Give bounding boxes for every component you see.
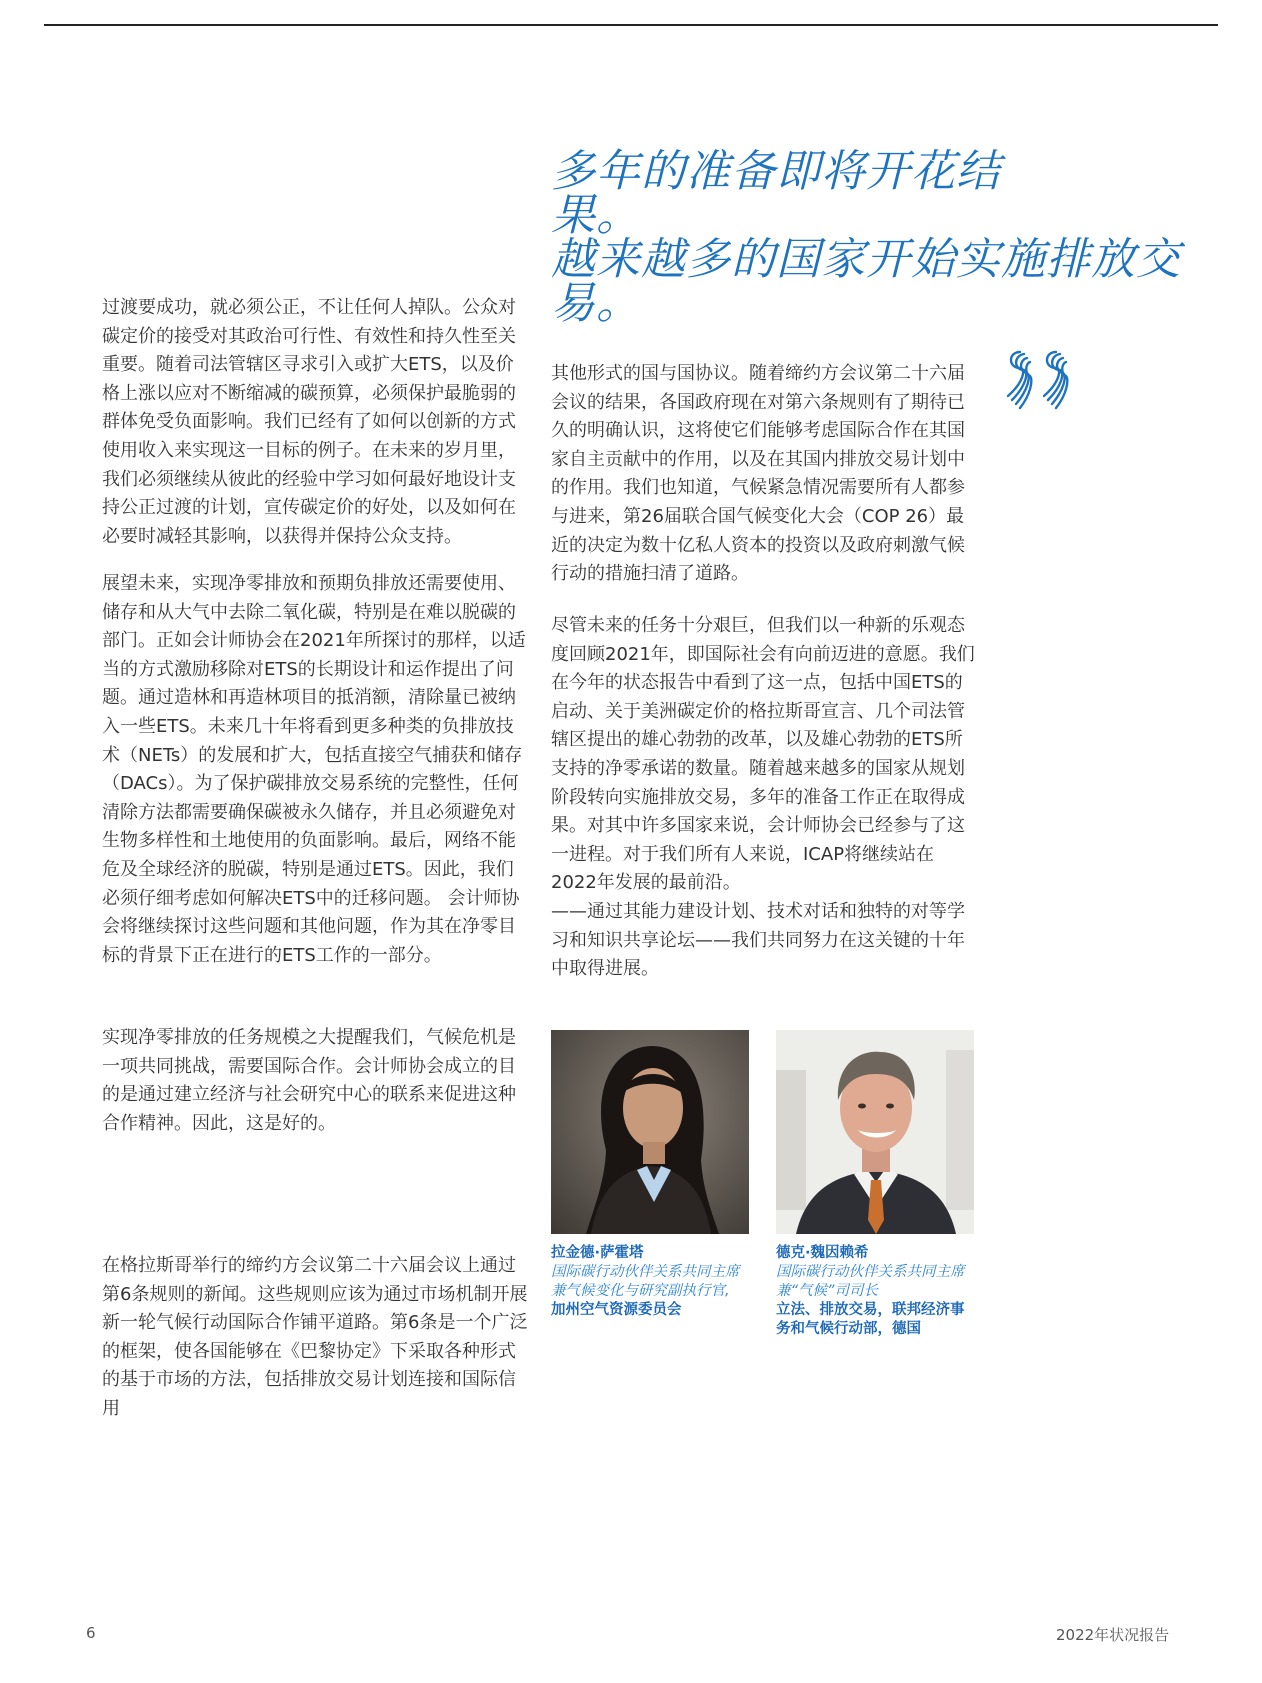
pull-quote: 多年的准备即将开花结 果。 越来越多的国家开始实施排放交 易。 bbox=[551, 146, 1181, 329]
caption-person-1 bbox=[551, 1244, 749, 1320]
quote-mark-icon bbox=[1000, 348, 1080, 416]
left-paragraph-2: 展望未来，实现净零排放和预期负排放还需要使用、储存和从大气中去除二氧化碳，特别是在难以脱碳的部门。正如会计师协会在2021年所探讨的那样，以适当的方式激励移除对ETS的长期设计和运作提出了问题。通过造林和再造林项目的抵消额，清除量已被纳入一些ETS。未来几十年将看到更多种类的负排放技术（NETs）的发展和扩大，包括直接空气捕获和储存（DACs）。为了保护碳排放交易系统的完整性，任何清除方法都需要确保碳被永久储存，并且必须避免对生物多样性和土地使用的负面影响。最后，网络不能危及全球经济的脱碳，特别是通过ETS。因此，我们必须仔细考虑如何解决ETS中的迁移问题。 会计师协会将继续探讨这些问题和其他问题，作为其在净零目标的背景下正在进行的ETS工作的一部分。 bbox=[102, 573, 526, 966]
portrait-photo-1 bbox=[551, 1030, 749, 1234]
person-organization: 立法、排放交易，联邦经济事务和气候行动部，德国 bbox=[776, 1302, 965, 1337]
left-paragraph-1: 过渡要成功，就必须公正，不让任何人掉队。公众对碳定价的接受对其政治可行性、有效性和持久性至关重要。随着司法管辖区寻求引入或扩大ETS，以及价格上涨以应对不断缩减的碳预算，必须保护最脆弱的群体免受负面影响。我们已经有了如何以创新的方式使用收入来实现这一目标的例子。在未来的岁月里，我们必须继续从彼此的经验中学习如何最好地设计支持公正过渡的计划，宣传碳定价的好处，以及如何在必要时减轻其影响，以获得并保持公众支持。 bbox=[102, 297, 516, 547]
left-paragraph-3: 实现净零排放的任务规模之大提醒我们，气候危机是一项共同挑战，需要国际合作。会计师协会成立的目的是通过建立经济与社会研究中心的联系来促进这种合作精神。因此，这是好的。 bbox=[102, 1027, 516, 1134]
report-title: 2022年状况报告 bbox=[1056, 1626, 1170, 1644]
person-role: 国际碳行动伙伴关系共同主席兼“气候”司司长 bbox=[776, 1264, 965, 1299]
left-paragraph-4: 在格拉斯哥举行的缔约方会议第二十六届会议上通过第6条规则的新闻。这些规则应该为通过市场机制开展新一轮气候行动国际合作铺平道路。第6条是一个广泛的框架，使各国能够在《巴黎协定》下采取各种形式的基于市场的方法，包括排放交易计划连接和国际信用 bbox=[102, 1255, 528, 1419]
portrait-photo-2-graphic bbox=[776, 1030, 974, 1234]
person-name: 拉金德·萨霍塔 bbox=[551, 1245, 644, 1261]
header-rule bbox=[44, 24, 1218, 26]
caption-person-2 bbox=[776, 1244, 976, 1339]
person-organization: 加州空气资源委员会 bbox=[551, 1302, 682, 1318]
right-paragraph-1: 其他形式的国与国协议。随着缔约方会议第二十六届会议的结果，各国政府现在对第六条规则有了期待已久的明确认识，这将使它们能够考虑国际合作在其国家自主贡献中的作用，以及在其国内排放交易计划中的作用。我们也知道，气候紧急情况需要所有人都参与进来，第26届联合国气候变化大会（COP 26）最近的决定为数十亿私人资本的投资以及政府刺激气候行动的措施扫清了道路。 bbox=[551, 363, 965, 585]
portrait-photo-1-graphic bbox=[551, 1030, 749, 1234]
page-number: 6 bbox=[86, 1624, 96, 1642]
person-name: 德克·魏因赖希 bbox=[776, 1245, 869, 1261]
portrait-photo-2 bbox=[776, 1030, 974, 1234]
quote-mark-icon-graphic bbox=[1000, 348, 1080, 412]
right-paragraph-2: 尽管未来的任务十分艰巨，但我们以一种新的乐观态度回顾2021年，即国际社会有向前迈进的意愿。我们在今年的状态报告中看到了这一点，包括中国ETS的启动、关于美洲碳定价的格拉斯哥宣言、几个司法管辖区提出的雄心勃勃的改革，以及雄心勃勃的ETS所支持的净零承诺的数量。随着越来越多的国家从规划阶段转向实施排放交易，多年的准备工作正在取得成果。对其中许多国家来说，会计师协会已经参与了这一进程。对于我们所有人来说，ICAP将继续站在2022年发展的最前沿。 ——通过其能力建设计划、技术对话和独特的对等学习和知识共享论坛——我们共同努力在这关键的十年中取得进展。 bbox=[551, 615, 975, 980]
person-role: 国际碳行动伙伴关系共同主席兼气候变化与研究副执行官, bbox=[551, 1264, 740, 1299]
